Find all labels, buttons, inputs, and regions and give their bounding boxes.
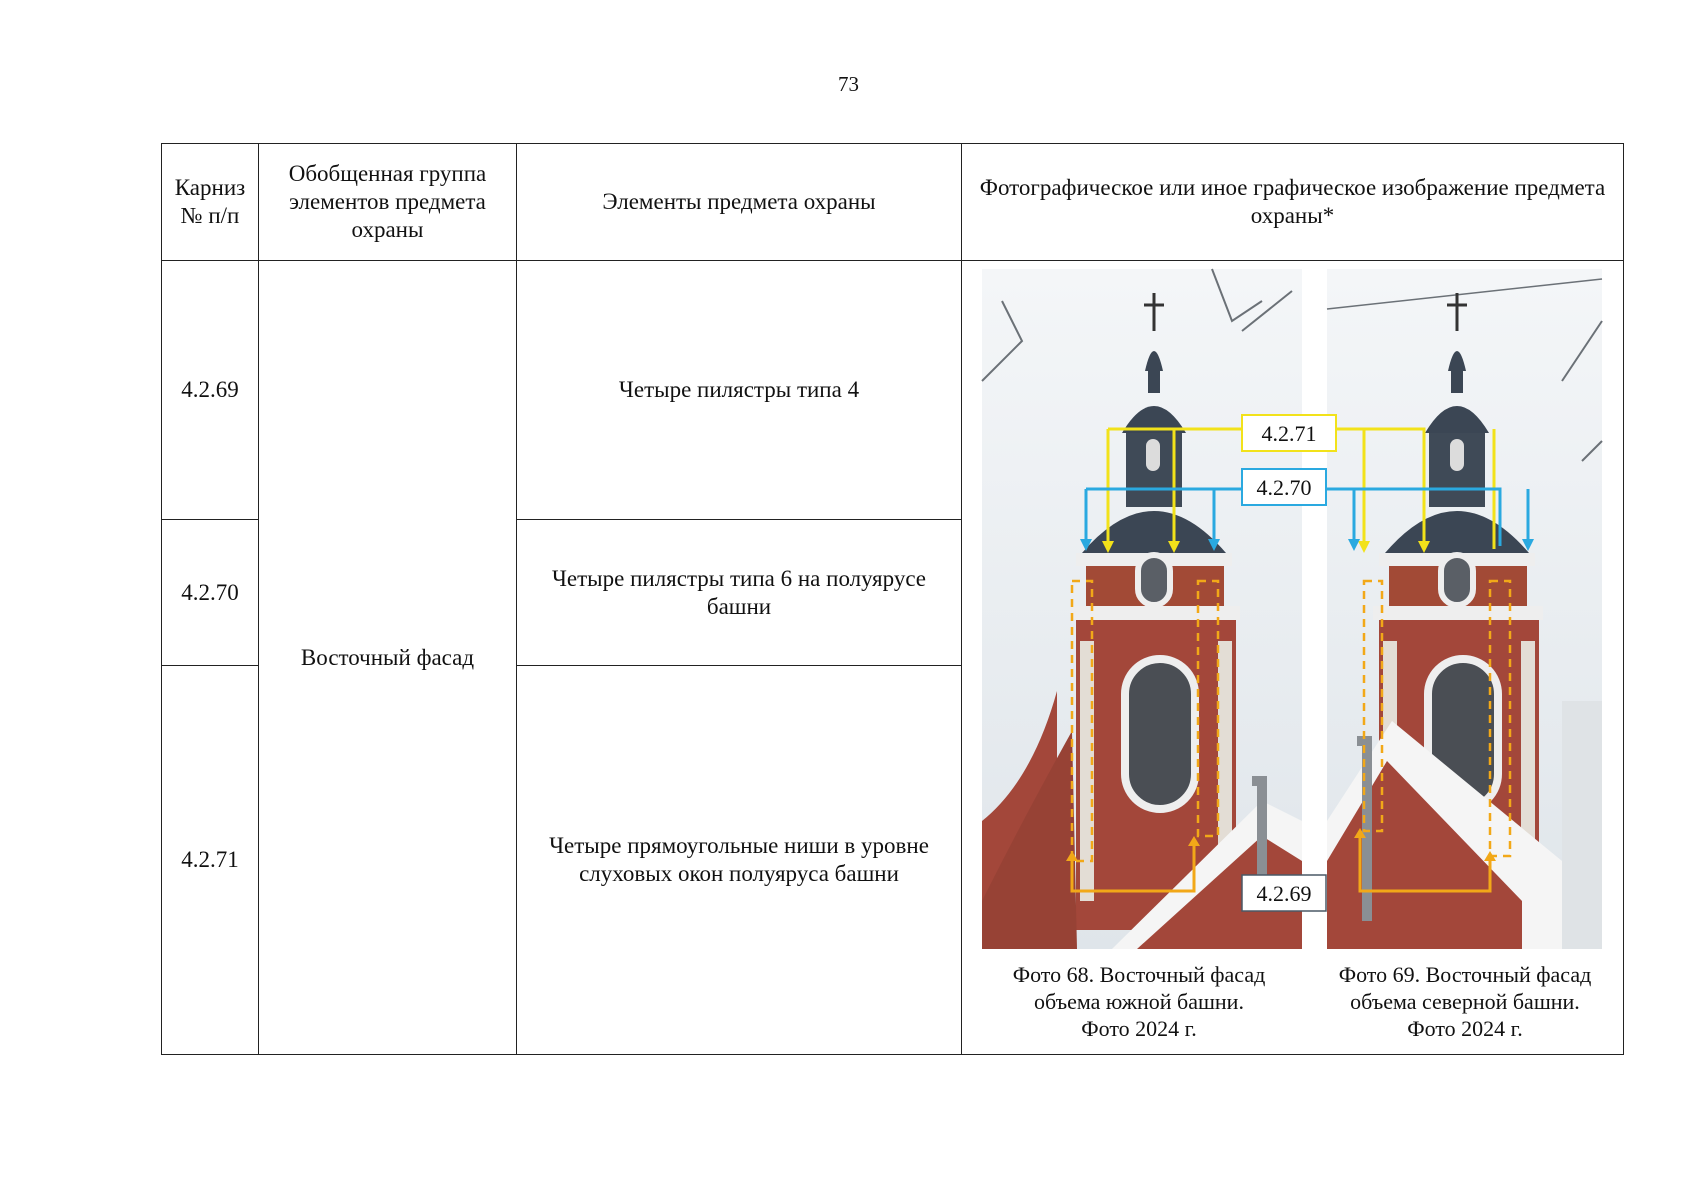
- photo-68-caption: Фото 68. Восточный фасад объема южной башни. Фото 2024 г.: [1012, 962, 1266, 1041]
- row-number: 4.2.71: [162, 666, 259, 1055]
- label-4-2-69: [1242, 875, 1326, 911]
- row-number: 4.2.69: [162, 261, 259, 520]
- photo-cell: [962, 261, 1624, 1055]
- table-header-row: [162, 144, 1624, 261]
- row-element: Четыре пилястры типа 4: [517, 261, 962, 520]
- label-4-2-70: [1242, 469, 1326, 505]
- annotated-tower-photos: [962, 261, 1622, 1054]
- row-element: Четыре пилястры типа 6 на полуярусе башни: [517, 520, 962, 666]
- header-elements: Элементы предмета охраны: [517, 144, 962, 261]
- photo-69-north-tower: [1327, 269, 1602, 949]
- row-number: 4.2.70: [162, 520, 259, 666]
- svg-text:4.2.70: 4.2.70: [1256, 475, 1312, 500]
- row-element: Четыре прямоугольные ниши в уровне слуховых окон полуяруса башни: [517, 666, 962, 1055]
- header-number: Карниз № п/п: [162, 144, 259, 261]
- svg-text:4.2.71: 4.2.71: [1261, 421, 1317, 446]
- page-number: 73: [838, 72, 859, 96]
- header-image: Фотографическое или иное графическое изображение предмета охраны*: [962, 144, 1624, 261]
- photo-69-caption: Фото 69. Восточный фасад объема северной башни. Фото 2024 г.: [1338, 962, 1592, 1041]
- photo-collage: [962, 261, 1622, 1054]
- svg-text:4.2.69: 4.2.69: [1256, 881, 1312, 906]
- header-group: Обобщенная группа элементов предмета охраны: [259, 144, 517, 261]
- group-cell: Восточный фасад: [259, 261, 517, 1055]
- table-row: [162, 261, 1624, 520]
- photo-68-south-tower: [982, 269, 1302, 949]
- label-4-2-71: [1242, 415, 1336, 451]
- protection-elements-table: [161, 143, 1624, 1055]
